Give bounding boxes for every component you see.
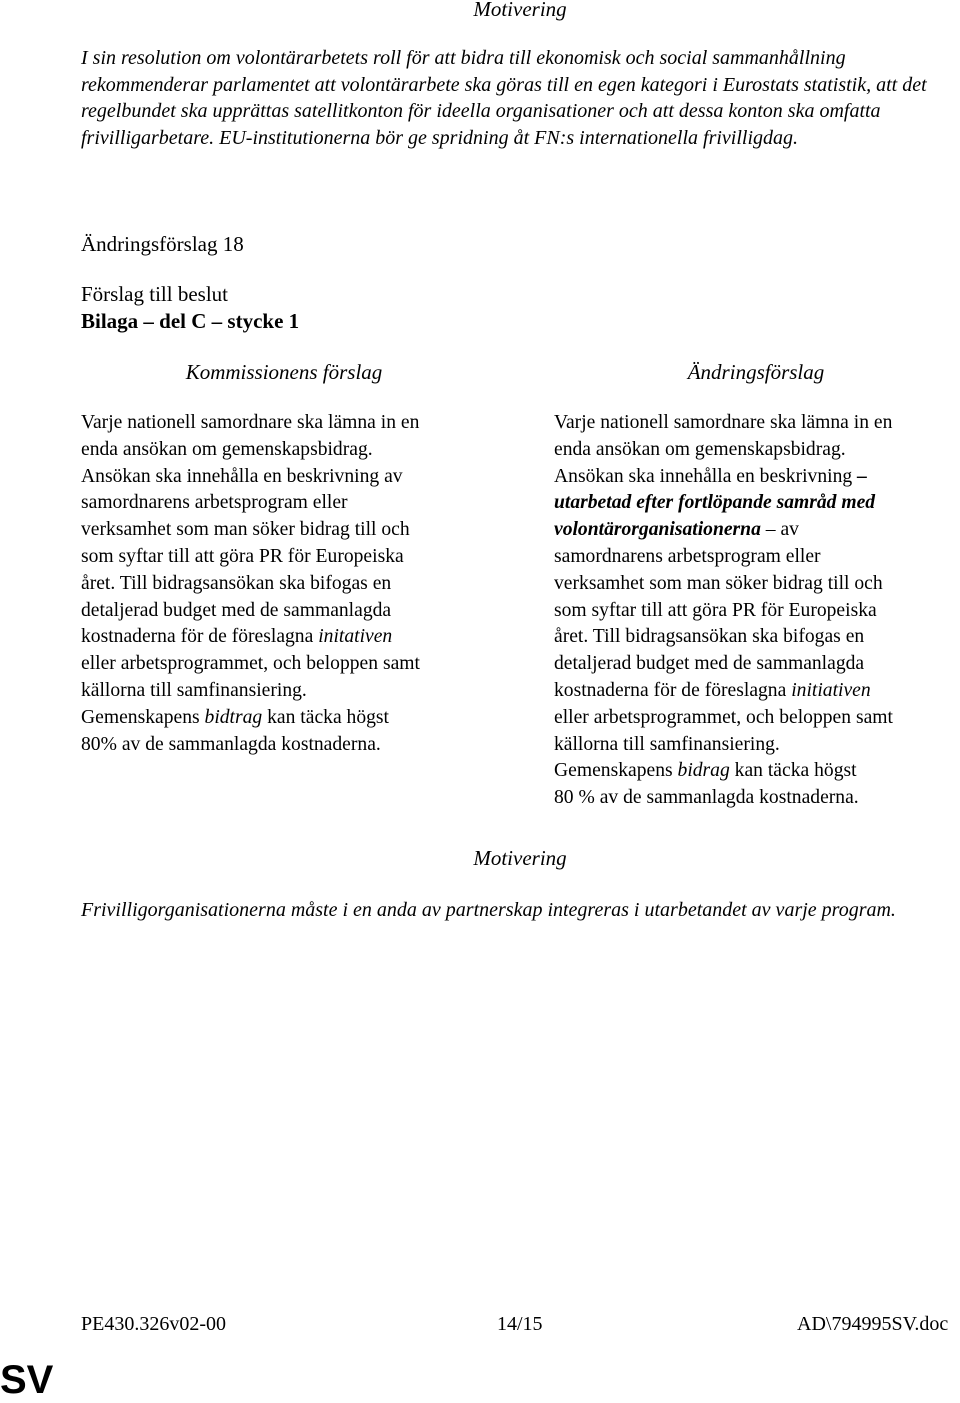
text-line [81,705,501,732]
text-line [81,651,501,678]
language-code: SV [0,1358,54,1402]
text-segment: verksamhet som man söker bidrag till och [554,572,883,594]
text-segment: Gemenskapens [554,760,678,782]
text-line [554,732,960,759]
motivation-text-bottom: Frivilligorganisationerna måste i en anda av partnerskap integreras i utarbetandet av varje program. [81,899,896,921]
text-line [81,678,501,705]
text-line [554,678,960,705]
text-line [81,464,501,491]
text-segment: Varje nationell samordnare ska lämna in en [81,412,420,433]
text-line [554,544,960,571]
amendment-title: Ändringsförslag 18 [81,232,244,256]
text-segment: utarbetad efter fortlöpande samråd med [554,492,876,514]
text-segment: samordnarens arbetsprogram eller [81,492,348,514]
text-line [81,544,501,571]
text-line [554,758,960,785]
motivation-heading-bottom: Motivering [473,846,567,870]
text-segment: eller arbetsprogrammet, och beloppen samt [81,653,420,675]
footer-document-reference: PE430.326v02-00 [81,1313,226,1335]
footer-file-name: AD\794995SV.doc [797,1313,949,1335]
text-line [554,490,960,517]
text-segment: volontärorganisationerna [554,519,761,541]
proposal-reference: Bilaga – del C – stycke 1 [81,309,300,333]
text-segment: 80 % av de sammanlagda kostnaderna. [554,787,859,809]
text-line [81,517,501,544]
text-segment: enda ansökan om gemenskapsbidrag. [81,438,373,460]
text-segment: Gemenskapens [81,706,205,728]
footer-page-number: 14/15 [497,1313,543,1335]
text-segment: året. Till bidragsansökan ska bifogas en [554,626,865,648]
text-segment: detaljerad budget med de sammanlagda [554,653,865,675]
commission-proposal-text [81,410,501,758]
amendment-column-heading: Ändringsförslag [687,360,825,384]
text-segment: Ansökan ska innehålla en beskrivning [554,465,858,487]
motivation-heading-top: Motivering [473,0,567,21]
text-segment: samordnarens arbetsprogram eller [554,545,821,567]
text-segment: bidrag [677,760,730,782]
text-segment: Ansökan ska innehålla en beskrivning av [81,465,403,487]
text-line [81,732,501,759]
text-segment: enda ansökan om gemenskapsbidrag. [554,438,846,460]
text-line [81,571,501,598]
amendment-text [554,410,960,812]
text-line [554,410,960,437]
text-line [81,490,501,517]
text-line [554,571,960,598]
text-segment: källorna till samfinansiering. [81,679,307,701]
text-line [81,410,501,437]
text-line [554,437,960,464]
text-segment: bidtrag [204,706,263,728]
text-segment: kostnaderna för de föreslagna [81,626,319,648]
text-segment: året. Till bidragsansökan ska bifogas en [81,572,392,594]
text-line [81,437,501,464]
text-segment: detaljerad budget med de sammanlagda [81,599,392,621]
text-segment: kan täcka högst [262,706,389,728]
text-line [81,624,501,651]
text-segment: initativen [318,626,393,648]
proposal-label: Förslag till beslut [81,282,228,306]
text-segment: verksamhet som man söker bidrag till och [81,519,410,541]
text-line [554,517,960,544]
text-segment: – av [760,519,799,541]
text-line [81,598,501,625]
text-line [554,705,960,732]
text-segment: – [857,465,867,487]
text-segment: som syftar till att göra PR för Europeiska [81,545,404,567]
text-segment: initiativen [791,679,871,701]
text-segment: källorna till samfinansiering. [554,733,780,755]
text-line [554,464,960,491]
text-segment: kan täcka högst [729,760,857,782]
text-line [554,651,960,678]
text-segment: 80% av de sammanlagda kostnaderna. [81,733,381,755]
text-line [554,624,960,651]
text-segment: kostnaderna för de föreslagna [554,679,792,701]
text-segment: Varje nationell samordnare ska lämna in en [554,412,893,433]
text-line [554,785,960,812]
text-segment: eller arbetsprogrammet, och beloppen samt [554,706,893,728]
text-segment: som syftar till att göra PR för Europeiska [554,599,877,621]
commission-proposal-heading: Kommissionens förslag [185,360,383,384]
motivation-text-top: I sin resolution om volontärarbetets roll för att bidra till ekonomisk och social sammanhållning rekommenderar parlamentet att volontärarbete ska göras till en egen kategori i Eurostats statistik, att det regelbundet ska upprättas satellitkonton för ideella organisationer och att dessa konton ska omfatta frivilligarbetare. EU-institutionerna bör ge spridning åt FN:s internationella frivilligdag. [81,47,927,149]
text-line [554,598,960,625]
